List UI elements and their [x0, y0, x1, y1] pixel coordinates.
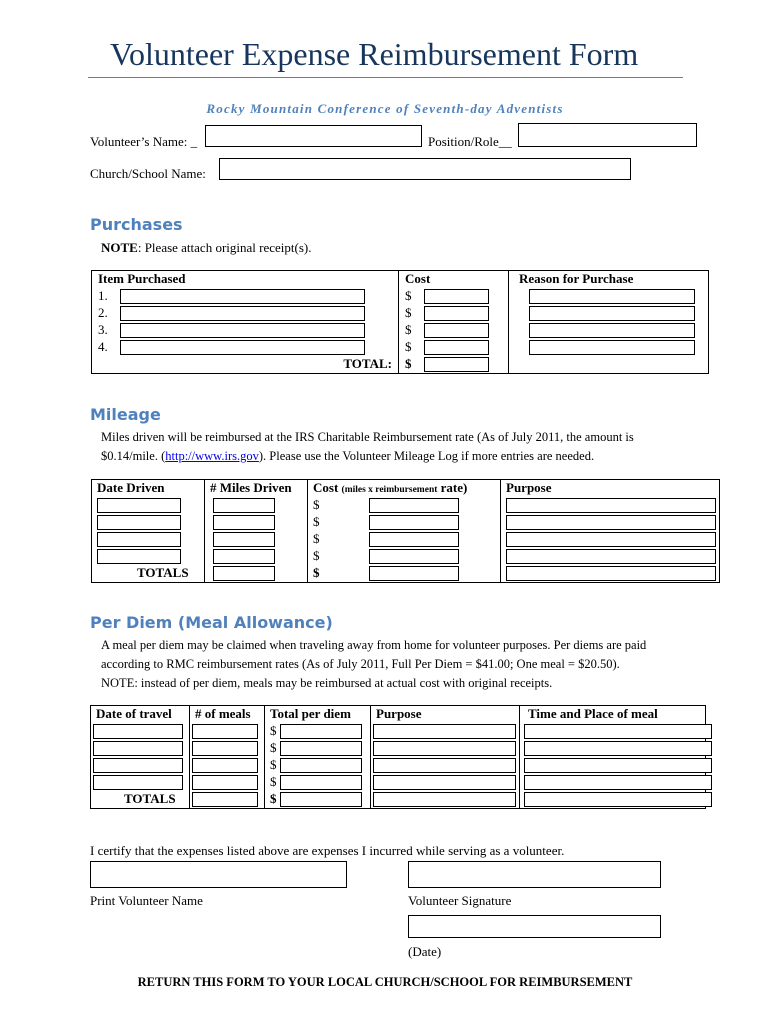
cost-field-1[interactable] — [424, 289, 489, 304]
date-driven-column — [92, 480, 205, 583]
per-diem-field-2[interactable] — [280, 741, 362, 756]
title-divider — [88, 77, 683, 78]
miles-field-1[interactable] — [213, 498, 275, 513]
position-role-field[interactable] — [518, 123, 697, 147]
date-driven-field-3[interactable] — [97, 532, 181, 547]
mileage-cost-header: Cost (miles x reimbursement rate) — [313, 480, 468, 495]
mileage-cost-total-field[interactable] — [369, 566, 459, 581]
church-school-field[interactable] — [219, 158, 631, 180]
reason-field-4[interactable] — [529, 340, 695, 355]
print-name-label: Print Volunteer Name — [90, 893, 203, 908]
item-field-3[interactable] — [120, 323, 365, 338]
reason-field-3[interactable] — [529, 323, 695, 338]
mileage-instructions: Miles driven will be reimbursed at the IRS Charitable Reimbursement rate (As of July 2011, the amount is $0.14/mile. (http://www.irs.gov). Please use the Volunteer Mileage Log if more entries are needed. — [101, 430, 634, 463]
purchases-table — [91, 270, 709, 374]
item-purchased-column — [92, 271, 399, 374]
form-title: Volunteer Expense Reimbursement Form — [110, 36, 639, 72]
total-per-diem-column: Total per diem $ $ $ $ $ — [265, 706, 371, 809]
item-field-4[interactable] — [120, 340, 365, 355]
per-diem-purpose-column — [371, 706, 520, 809]
miles-driven-header: # Miles Driven — [210, 480, 292, 495]
travel-date-field-2[interactable] — [93, 741, 183, 756]
time-place-header: Time and Place of meal — [528, 706, 658, 721]
date-driven-field-2[interactable] — [97, 515, 181, 530]
purchase-row-4: 4. — [98, 339, 392, 356]
mileage-purpose-header: Purpose — [506, 480, 552, 495]
per-diem-purpose-field-3[interactable] — [373, 758, 516, 773]
item-field-2[interactable] — [120, 306, 365, 321]
mileage-cost-column: Cost (miles x reimbursement rate) $ $ $ $ $ — [308, 480, 501, 583]
miles-field-3[interactable] — [213, 532, 275, 547]
cost-total-field[interactable] — [424, 357, 489, 372]
mileage-totals-label: TOTALS — [137, 565, 189, 580]
purchases-note: NOTE: Please attach original receipt(s). — [101, 240, 312, 255]
mileage-cost-field-4[interactable] — [369, 549, 459, 564]
cost-field-4[interactable] — [424, 340, 489, 355]
mileage-purpose-field-3[interactable] — [506, 532, 716, 547]
date-field[interactable] — [408, 915, 661, 938]
time-place-column — [520, 706, 706, 809]
meals-field-2[interactable] — [192, 741, 258, 756]
church-school-label: Church/School Name: — [90, 166, 206, 181]
per-diem-instructions: A meal per diem may be claimed when traveling away from home for volunteer purposes. Per diems are paid according to RMC reimbursement rates (As of July 2011, Full Per Diem = $41.00; One meal = $20.50). NOTE: instead of per diem, meals may be reimbursed at actual cost with original receipts. — [101, 638, 647, 690]
return-instructions: RETURN THIS FORM TO YOUR LOCAL CHURCH/SCHOOL FOR REIMBURSEMENT — [137, 975, 633, 989]
per-diem-purpose-header: Purpose — [376, 706, 422, 721]
mileage-cost-field-2[interactable] — [369, 515, 459, 530]
certification-statement: I certify that the expenses listed above are expenses I incurred while serving as a volunteer. — [90, 843, 565, 858]
per-diem-heading: Per Diem (Meal Allowance) — [90, 613, 333, 632]
reason-column — [509, 271, 709, 374]
mileage-purpose-total-field[interactable] — [506, 566, 716, 581]
travel-date-field-3[interactable] — [93, 758, 183, 773]
purchase-row-3: 3. — [98, 322, 392, 339]
per-diem-purpose-total-field[interactable] — [373, 792, 516, 807]
time-place-total-field[interactable] — [524, 792, 712, 807]
num-meals-header: # of meals — [195, 706, 251, 721]
per-diem-purpose-field-2[interactable] — [373, 741, 516, 756]
purchases-heading: Purchases — [90, 215, 183, 234]
mileage-purpose-column — [501, 480, 720, 583]
date-driven-field-4[interactable] — [97, 549, 181, 564]
meals-field-1[interactable] — [192, 724, 258, 739]
cost-field-3[interactable] — [424, 323, 489, 338]
irs-link[interactable]: http://www.irs.gov — [165, 449, 259, 463]
date-label: (Date) — [408, 944, 442, 959]
cost-header: Cost — [405, 271, 431, 286]
position-role-label: Position/Role__ — [428, 134, 512, 149]
per-diem-field-3[interactable] — [280, 758, 362, 773]
total-per-diem-header: Total per diem — [270, 706, 351, 721]
reason-field-1[interactable] — [529, 289, 695, 304]
per-diem-purpose-field-4[interactable] — [373, 775, 516, 790]
time-place-field-1[interactable] — [524, 724, 712, 739]
per-diem-table — [90, 705, 706, 809]
per-diem-field-4[interactable] — [280, 775, 362, 790]
date-driven-header: Date Driven — [97, 480, 165, 495]
meals-field-4[interactable] — [192, 775, 258, 790]
date-driven-field-1[interactable] — [97, 498, 181, 513]
num-meals-column — [190, 706, 265, 809]
date-of-travel-column — [91, 706, 190, 809]
miles-total-field[interactable] — [213, 566, 275, 581]
cost-column: Cost $ $ $ $ $ — [399, 271, 509, 374]
conference-subtitle: Rocky Mountain Conference of Seventh-day Adventists — [206, 101, 564, 116]
item-field-1[interactable] — [120, 289, 365, 304]
miles-field-4[interactable] — [213, 549, 275, 564]
volunteer-name-field[interactable] — [205, 125, 422, 147]
meals-field-3[interactable] — [192, 758, 258, 773]
mileage-table — [91, 479, 720, 583]
mileage-cost-field-1[interactable] — [369, 498, 459, 513]
signature-field[interactable] — [408, 861, 661, 888]
travel-date-field-1[interactable] — [93, 724, 183, 739]
miles-driven-column — [205, 480, 308, 583]
purchases-total-label: TOTAL: — [343, 356, 392, 371]
mileage-purpose-field-4[interactable] — [506, 549, 716, 564]
meals-total-field[interactable] — [192, 792, 258, 807]
date-of-travel-header: Date of travel — [96, 706, 172, 721]
reason-field-2[interactable] — [529, 306, 695, 321]
mileage-cost-field-3[interactable] — [369, 532, 459, 547]
per-diem-totals-label: TOTALS — [124, 791, 176, 806]
time-place-field-4[interactable] — [524, 775, 712, 790]
cost-field-2[interactable] — [424, 306, 489, 321]
purchase-row-1: 1. — [98, 288, 392, 305]
per-diem-total-field[interactable] — [280, 792, 362, 807]
purchase-row-2: 2. — [98, 305, 392, 322]
item-purchased-header: Item Purchased — [98, 271, 186, 286]
mileage-purpose-field-1[interactable] — [506, 498, 716, 513]
mileage-heading: Mileage — [90, 405, 161, 424]
per-diem-purpose-field-1[interactable] — [373, 724, 516, 739]
travel-date-field-4[interactable] — [93, 775, 183, 790]
time-place-field-3[interactable] — [524, 758, 712, 773]
reason-header: Reason for Purchase — [519, 271, 634, 286]
mileage-purpose-field-2[interactable] — [506, 515, 716, 530]
miles-field-2[interactable] — [213, 515, 275, 530]
per-diem-field-1[interactable] — [280, 724, 362, 739]
signature-label: Volunteer Signature — [408, 893, 512, 908]
volunteer-name-label: Volunteer’s Name: _ — [90, 134, 198, 149]
time-place-field-2[interactable] — [524, 741, 712, 756]
print-name-field[interactable] — [90, 861, 347, 888]
